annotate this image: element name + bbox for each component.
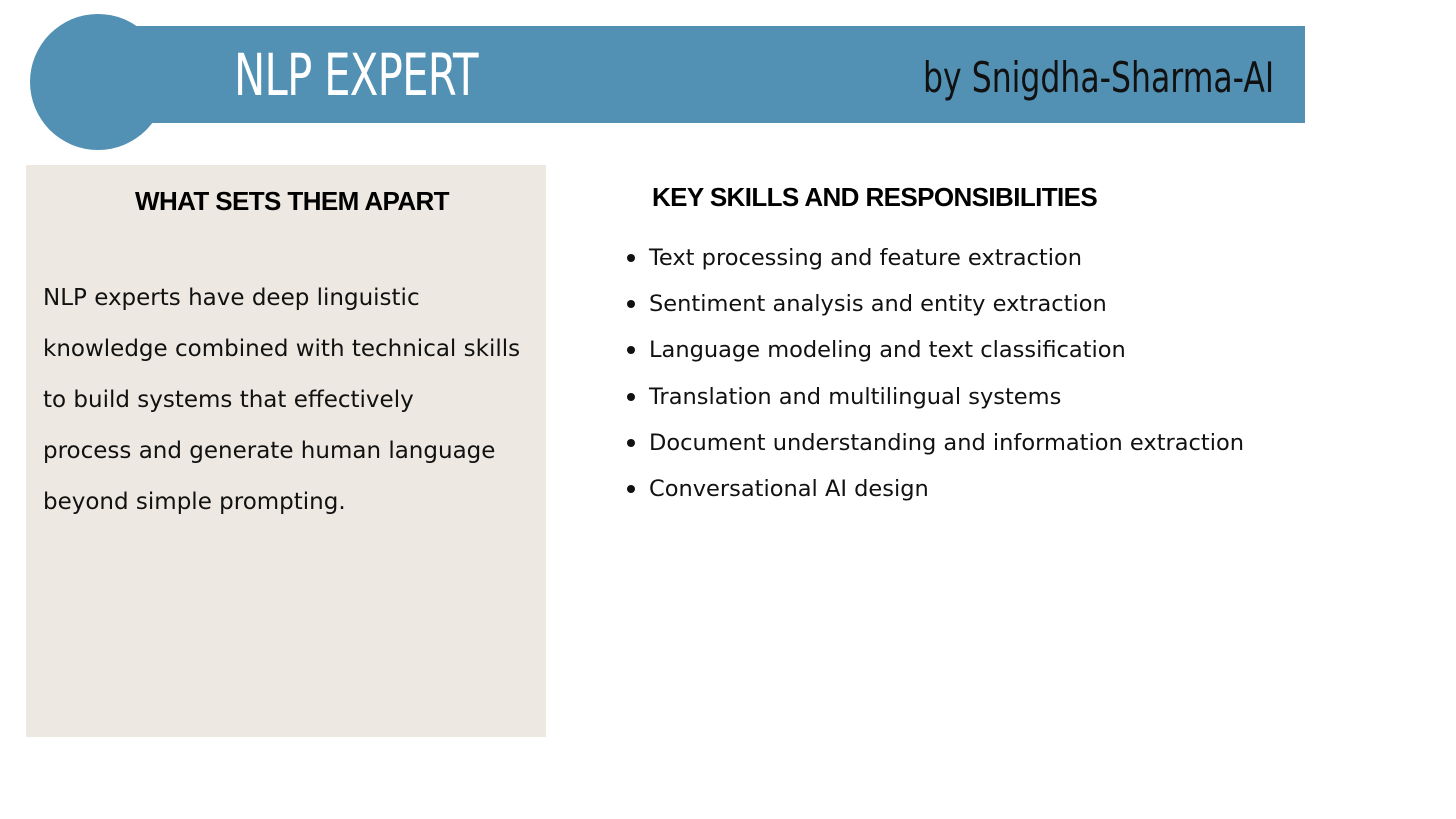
skill-label: Sentiment analysis and entity extraction: [649, 291, 1107, 318]
skill-label: Translation and multilingual systems: [649, 383, 1062, 410]
body-line: process and generate human language: [43, 438, 496, 464]
list-item: [624, 281, 1244, 327]
skills-heading: KEY SKILLS AND RESPONSIBILITIES: [652, 182, 1098, 212]
panel-heading: WHAT SETS THEM APART: [135, 186, 449, 216]
body-line: beyond simple prompting.: [43, 489, 346, 515]
bullet-icon: [627, 485, 635, 493]
what-sets-them-apart-panel: [26, 165, 546, 737]
page-title: NLP EXPERT: [234, 41, 478, 109]
skill-label: Document understanding and information extraction: [649, 429, 1245, 456]
list-item: [624, 420, 1244, 466]
skills-list: [624, 235, 1244, 512]
body-line: NLP experts have deep linguistic: [43, 285, 420, 311]
panel-body-text: [43, 273, 543, 528]
bullet-icon: [627, 254, 635, 262]
skill-label: Language modeling and text classification: [649, 337, 1126, 364]
bullet-icon: [627, 393, 635, 401]
list-item: [624, 327, 1244, 373]
body-line: knowledge combined with technical skills: [43, 336, 521, 362]
bullet-icon: [627, 300, 635, 308]
skill-label: Conversational AI design: [649, 475, 929, 502]
list-item: [624, 374, 1244, 420]
bullet-icon: [627, 346, 635, 354]
author-byline: by Snigdha-Sharma-AI: [922, 53, 1274, 102]
list-item: [624, 235, 1244, 281]
body-line: to build systems that effectively: [43, 387, 414, 413]
bullet-icon: [627, 439, 635, 447]
skill-label: Text processing and feature extraction: [649, 245, 1083, 271]
list-item: [624, 466, 1244, 512]
